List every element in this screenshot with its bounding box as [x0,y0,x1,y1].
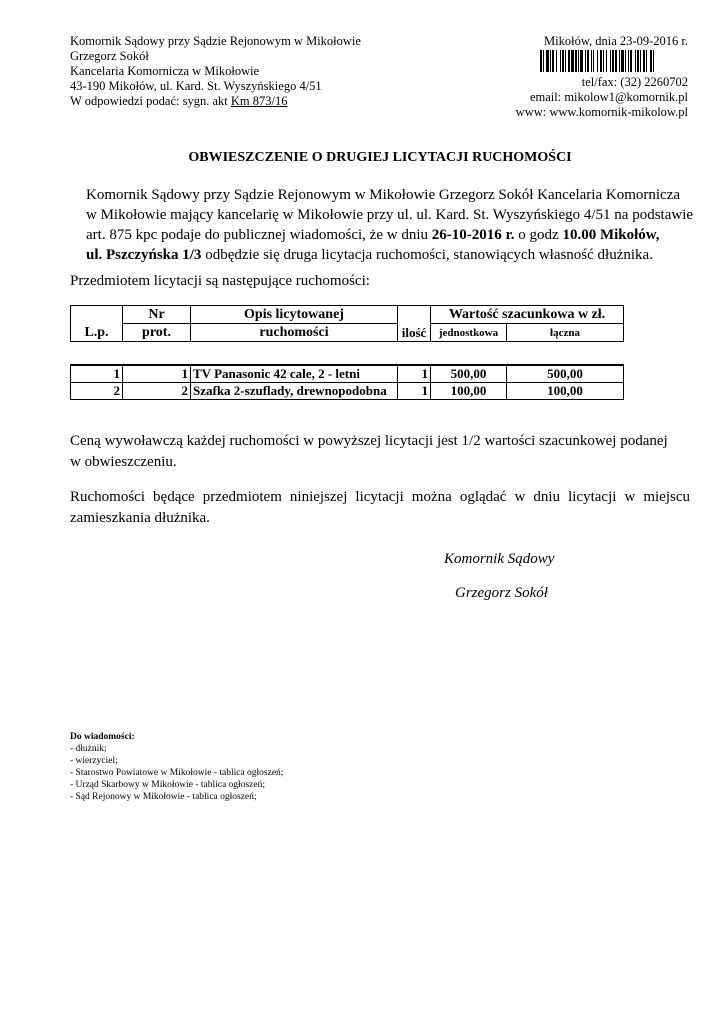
contact-email: email: mikolow1@komornik.pl [529,90,688,104]
auction-place-city: Mikołów, [596,227,660,243]
header-total: łączna [507,324,624,342]
paragraph-line: ul. Pszczyńska 1/3 odbędzie się druga licytacja ruchomości, stanowiących własność dłużnika. [86,247,653,263]
distribution-item: - Urząd Skarbowy w Mikołowie - tablica ogłoszeń; [70,780,265,790]
table-row [71,365,624,383]
paragraph-line: w Mikołowie mający kancelarię w Mikołowie przy ul. ul. Kard. St. Wyszyńskiego 4/51 na podstawie [86,207,694,223]
case-number: Km 873/16 [230,94,288,108]
cell-lp: 1 [71,365,123,383]
office-line: Komornik Sądowy przy Sądzie Rejonowym w Mikołowie [70,34,361,48]
header-lp: L.p. [71,306,123,342]
cell-qty: 1 [398,365,431,383]
signature-name: Grzegorz Sokół [455,585,548,601]
header-qty: ilość [398,306,431,342]
distribution-title: Do wiadomości: [70,732,135,742]
auction-place-street: ul. Pszczyńska 1/3 [86,247,202,263]
cell-desc: Szafka 2-szuflady, drewnopodobna [191,383,398,400]
auction-time: 10.00 [562,227,597,243]
distribution-item: - dłużnik; [70,744,107,754]
header-unit: jednostkowa [431,324,507,342]
signature-role: Komornik Sądowy [444,551,555,567]
distribution-item: - Sąd Rejonowy w Mikołowie - tablica ogłoszeń; [70,792,257,802]
items-table [70,364,624,400]
cell-lp: 2 [71,383,123,400]
items-table-header [70,305,624,342]
cell-total-value: 100,00 [507,383,624,400]
viewing-paragraph [70,487,690,529]
paragraph-line: w obwieszczeniu. [70,454,177,470]
paragraph-line: zamieszkania dłużnika. [70,510,210,526]
paragraph-line: Ruchomości będące przedmiotem niniejszej licytacji można oglądać w dniu licytacji w miejscu [70,489,690,505]
case-reference [70,94,361,109]
contact-www: www: www.komornik-mikolow.pl [515,105,688,119]
cell-desc: TV Panasonic 42 cale, 2 - letni [191,365,398,383]
price-paragraph [70,431,690,473]
barcode-image [540,50,688,72]
items-intro: Przedmiotem licytacji są następujące ruchomości: [70,273,370,289]
cell-nr: 2 [123,383,191,400]
header-nr-sub: prot. [123,324,191,342]
header-desc-sub: ruchomości [191,324,398,342]
contact-tel: tel/fax: (32) 2260702 [581,75,688,89]
contact-block [516,34,688,120]
office-line: 43-190 Mikołów, ul. Kard. St. Wyszyńskiego 4/51 [70,79,322,93]
paragraph-line: art. 875 kpc podaje do publicznej wiadomości, że w dniu 26-10-2016 r. o godz 10.00 Mikołów, [86,227,660,243]
office-line: Grzegorz Sokół [70,49,149,63]
header-value-group: Wartość szacunkowa w zł. [431,306,624,324]
cell-unit-value: 500,00 [431,365,507,383]
document-date: Mikołów, dnia 23-09-2016 r. [544,34,688,48]
announcement-paragraph [86,185,694,265]
case-reference-label: W odpowiedzi podać: sygn. akt [70,94,231,108]
distribution-item: - Starostwo Powiatowe w Mikołowie - tablica ogłoszeń; [70,768,284,778]
office-line: Kancelaria Komornicza w Mikołowie [70,64,260,78]
cell-qty: 1 [398,383,431,400]
header-desc: Opis licytowanej [191,306,398,324]
distribution-item: - wierzyciel; [70,756,118,766]
distribution-list [70,731,283,803]
header-nr: Nr [123,306,191,324]
table-row [71,383,624,400]
document-title: OBWIESZCZENIE O DRUGIEJ LICYTACJI RUCHOMOŚCI [188,150,572,165]
cell-nr: 1 [123,365,191,383]
paragraph-line: Komornik Sądowy przy Sądzie Rejonowym w Mikołowie Grzegorz Sokół Kancelaria Komornicza [86,187,681,203]
cell-unit-value: 100,00 [431,383,507,400]
paragraph-line: Ceną wywoławczą każdej ruchomości w powyższej licytacji jest 1/2 wartości szacunkowej podanej [70,433,668,449]
auction-date: 26-10-2016 r. [431,227,515,243]
office-address-block [70,34,361,109]
cell-total-value: 500,00 [507,365,624,383]
